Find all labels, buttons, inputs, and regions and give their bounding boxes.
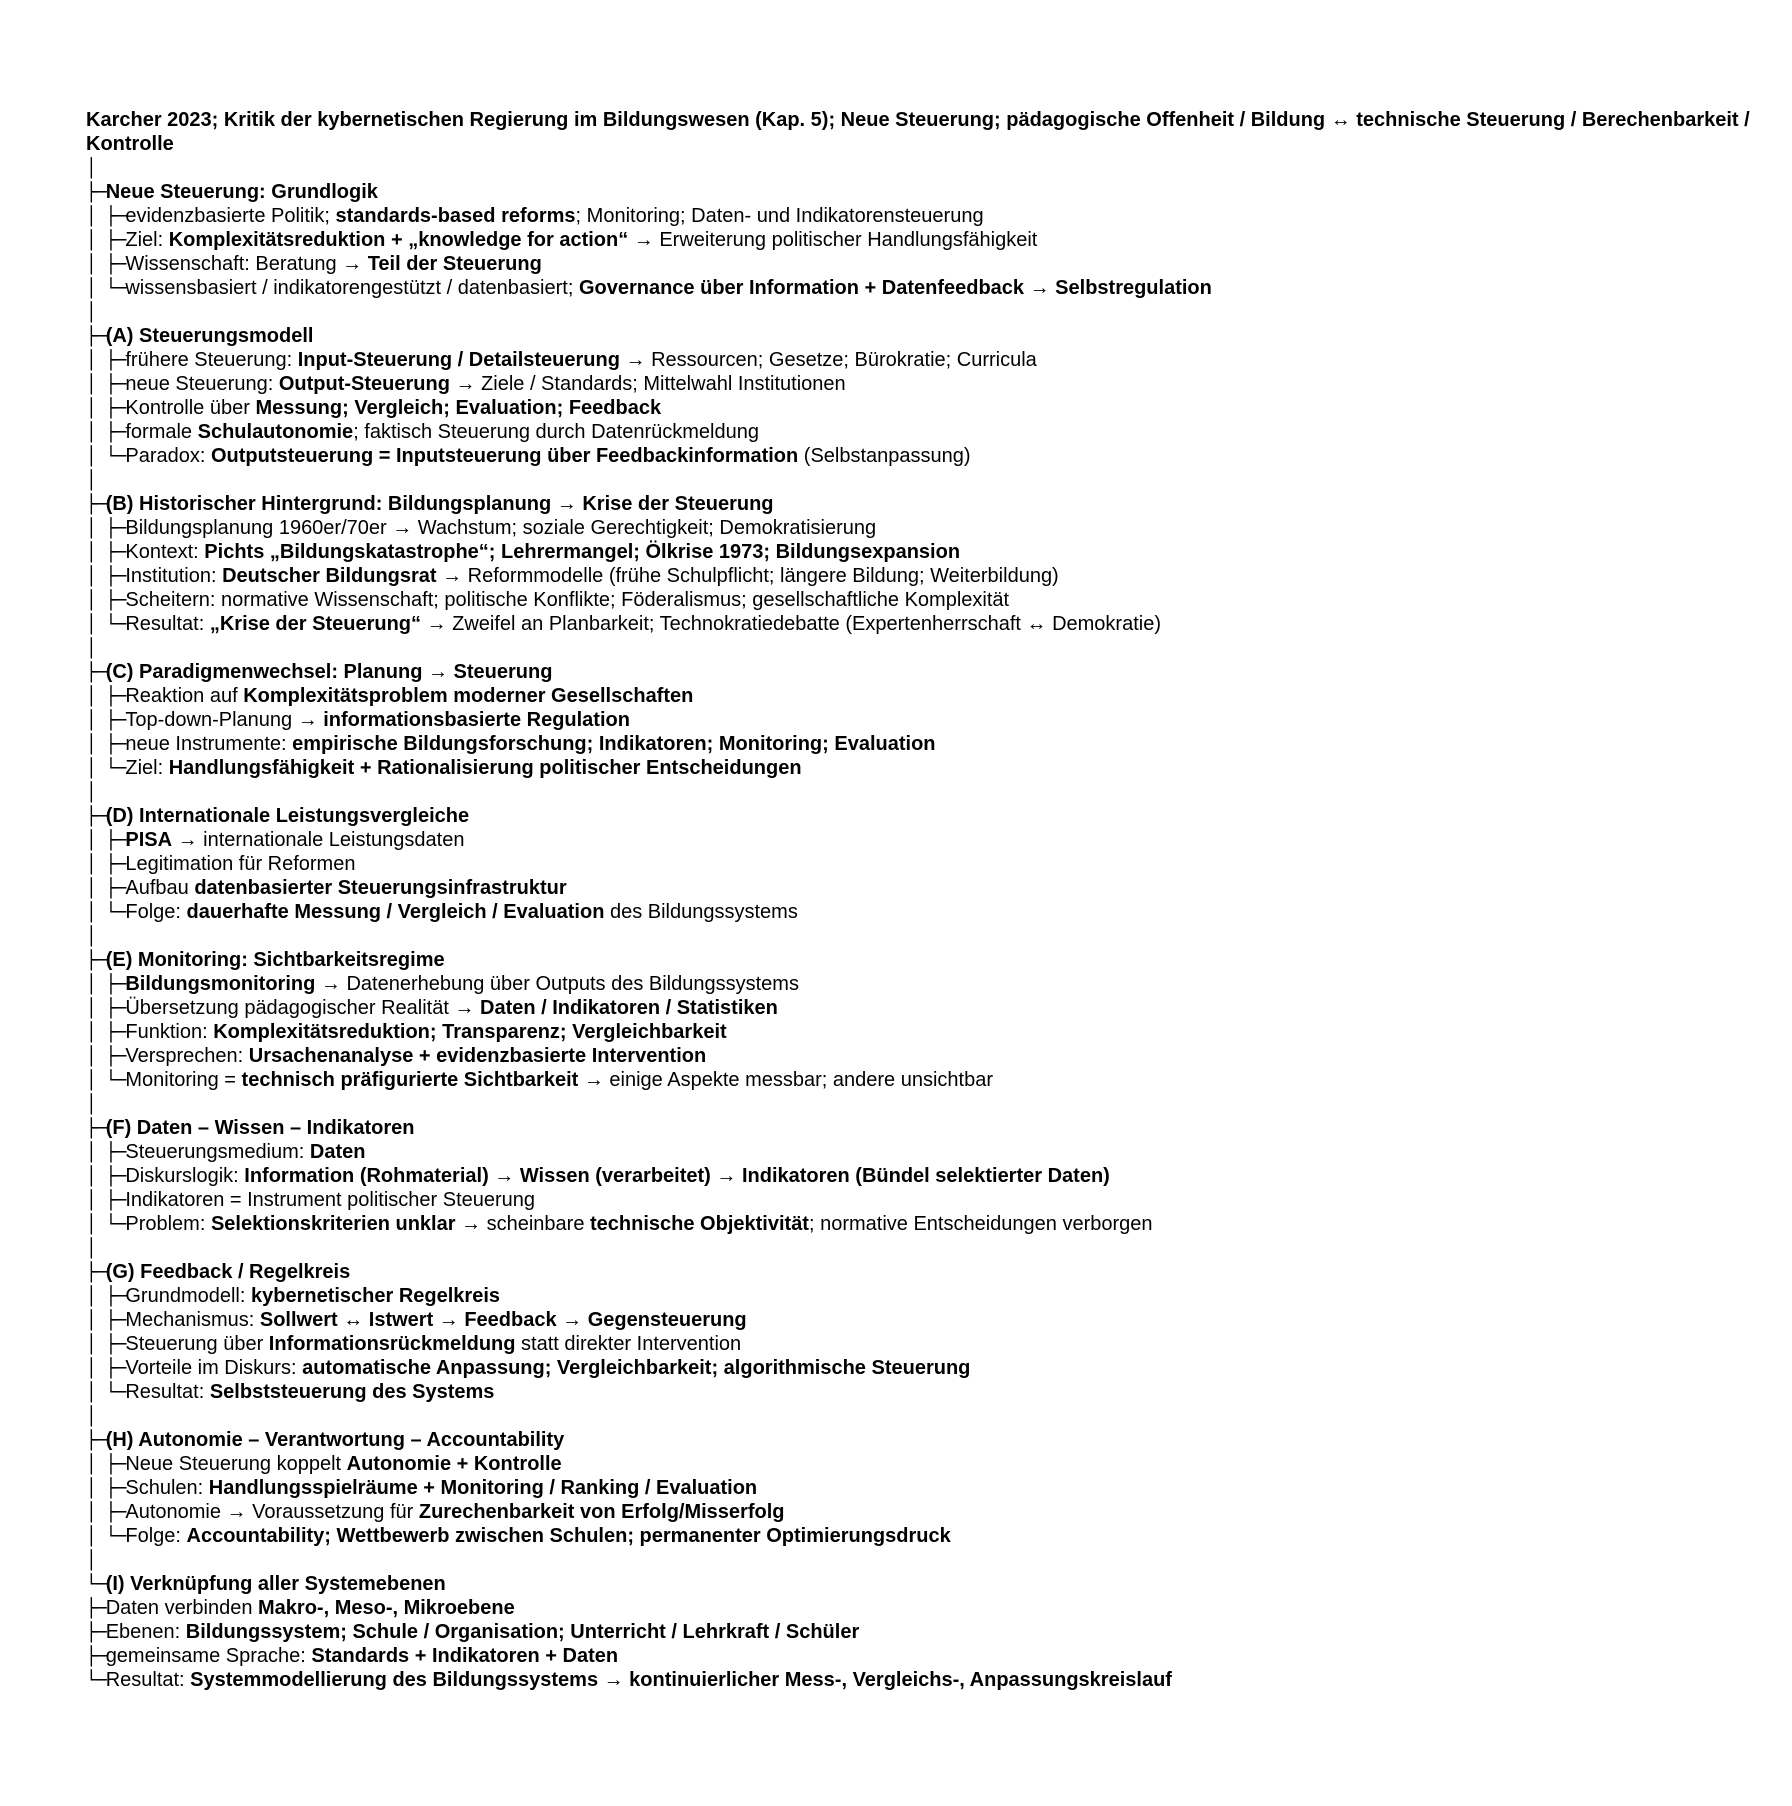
item-text: evidenzbasierte Politik; [125, 205, 336, 227]
emphasis-text: Selektionskriterien unklar [210, 1213, 456, 1235]
tree-connector: │ ├─ [86, 1166, 126, 1187]
item-text: Problem: [125, 1213, 211, 1235]
item-text: Ziel: [125, 229, 169, 251]
item-text: Kontrolle über [125, 397, 256, 419]
emphasis-text: Messung; Vergleich; Evaluation; Feedback [255, 397, 662, 419]
tree-connector: │ ├─ [86, 230, 126, 251]
tree-connector: │ ├─ [86, 854, 126, 875]
section-heading-text: (H) Autonomie – Verantwortung – Accountability [105, 1429, 565, 1451]
tree-connector: │ └─ [86, 1070, 126, 1091]
list-item [86, 1476, 1776, 1500]
item-text: Monitoring = [125, 1069, 242, 1091]
section-heading-text: (D) Internationale Leistungsvergleiche [105, 805, 470, 827]
list-item [86, 900, 1776, 924]
item-text: Resultat: [125, 1381, 210, 1403]
item-text: Steuerungsmedium: [125, 1141, 310, 1163]
emphasis-text: Daten [309, 1141, 366, 1163]
tree-connector: ├─ [86, 662, 106, 683]
list-item [86, 972, 1776, 996]
list-item [86, 348, 1776, 372]
emphasis-text: Handlungsspielräume + Monitoring / Ranking / Evaluation [208, 1477, 758, 1499]
list-item [86, 1140, 1776, 1164]
tree-connector: │ ├─ [86, 206, 126, 227]
tree-connector: │ ├─ [86, 878, 126, 899]
emphasis-text: Handlungsfähigkeit + Rationalisierung politischer Entscheidungen [168, 757, 802, 779]
item-text: → Datenerhebung über Outputs des Bildungssystems [315, 973, 799, 995]
emphasis-text: Information (Rohmaterial) → Wissen (verarbeitet) → Indikatoren (Bündel selektierter Daten) [244, 1165, 1110, 1187]
tree-connector: │ └─ [86, 1382, 126, 1403]
tree-connector: │ ├─ [86, 1334, 126, 1355]
tree-spacer [86, 1404, 1776, 1428]
tree-connector: │ ├─ [86, 374, 126, 395]
emphasis-text: standards-based reforms [335, 205, 576, 227]
tree-connector: ├─ [86, 182, 106, 203]
tree-spacer [86, 156, 1776, 180]
item-text: Neue Steuerung koppelt [125, 1453, 347, 1475]
list-item [86, 852, 1776, 876]
tree-connector: │ ├─ [86, 518, 126, 539]
tree-connector: │ [86, 1406, 96, 1427]
emphasis-text: Accountability; Wettbewerb zwischen Schulen; permanenter Optimierungsdruck [186, 1525, 951, 1547]
list-item [86, 588, 1776, 612]
section-heading [86, 324, 1776, 348]
section-heading [86, 180, 1776, 204]
tree-connector: │ [86, 158, 96, 179]
list-item [86, 1284, 1776, 1308]
tree-connector: │ ├─ [86, 422, 126, 443]
section-heading-text: (B) Historischer Hintergrund: Bildungsplanung → Krise der Steuerung [105, 493, 774, 515]
item-text: Schulen: [125, 1477, 209, 1499]
item-text: Institution: [125, 565, 223, 587]
tree-connector: └─ [86, 1670, 106, 1691]
item-text: Bildungsplanung 1960er/70er → Wachstum; soziale Gerechtigkeit; Demokratisierung [125, 517, 877, 539]
emphasis-text: Output-Steuerung [278, 373, 450, 395]
tree-connector: │ ├─ [86, 542, 126, 563]
item-text: ; faktisch Steuerung durch Datenrückmeldung [353, 421, 759, 443]
section-heading [86, 948, 1776, 972]
tree-connector: │ └─ [86, 758, 126, 779]
item-text: formale [125, 421, 198, 443]
tree-connector: ├─ [86, 494, 106, 515]
tree-connector: │ ├─ [86, 398, 126, 419]
item-text: Folge: [125, 1525, 187, 1547]
emphasis-text: automatische Anpassung; Vergleichbarkeit; algorithmische Steuerung [302, 1357, 971, 1379]
item-text: Aufbau [125, 877, 195, 899]
outline-document [86, 108, 1776, 1692]
list-item [86, 708, 1776, 732]
emphasis-text: datenbasierter Steuerungsinfrastruktur [194, 877, 567, 899]
list-item [86, 1380, 1776, 1404]
list-item [86, 1596, 1776, 1620]
list-item [86, 372, 1776, 396]
list-item [86, 1212, 1776, 1236]
list-item [86, 1164, 1776, 1188]
item-text: Vorteile im Diskurs: [125, 1357, 303, 1379]
tree-connector: ├─ [86, 1118, 106, 1139]
tree-connector: ├─ [86, 1598, 106, 1619]
emphasis-text: „Krise der Steuerung“ [209, 613, 422, 635]
item-text: Versprechen: [125, 1045, 249, 1067]
list-item [86, 228, 1776, 252]
list-item [86, 876, 1776, 900]
list-item [86, 1500, 1776, 1524]
item-text: Indikatoren = Instrument politischer Steuerung [125, 1189, 536, 1211]
item-text: → Ziele / Standards; Mittelwahl Institutionen [449, 373, 846, 395]
tree-spacer [86, 780, 1776, 804]
list-item [86, 1644, 1776, 1668]
item-text: Übersetzung pädagogischer Realität → [125, 997, 481, 1019]
item-text: neue Steuerung: [125, 373, 279, 395]
tree-connector: │ ├─ [86, 1478, 126, 1499]
tree-connector: │ ├─ [86, 1022, 126, 1043]
tree-connector: │ ├─ [86, 1454, 126, 1475]
item-text: Resultat: [125, 613, 210, 635]
item-text: neue Instrumente: [125, 733, 293, 755]
item-text: wissensbasiert / indikatorengestützt / datenbasiert; [125, 277, 579, 299]
item-text: → Zweifel an Planbarkeit; Technokratiedebatte (Expertenherrschaft ↔ Demokratie) [421, 613, 1161, 635]
emphasis-text: Input-Steuerung / Detailsteuerung [297, 349, 620, 371]
item-text: (Selbstanpassung) [798, 445, 971, 467]
tree-connector: │ ├─ [86, 1142, 126, 1163]
tree-connector: │ [86, 1094, 96, 1115]
item-text: Ziel: [125, 757, 169, 779]
section-heading-text: (C) Paradigmenwechsel: Planung → Steuerung [105, 661, 553, 683]
list-item [86, 252, 1776, 276]
section-heading-text: (I) Verknüpfung aller Systemebenen [105, 1573, 446, 1595]
tree-connector: │ [86, 638, 96, 659]
tree-connector: │ [86, 1550, 96, 1571]
tree-connector: │ ├─ [86, 998, 126, 1019]
tree-connector: │ [86, 782, 96, 803]
tree-spacer [86, 636, 1776, 660]
emphasis-text: technische Objektivität [590, 1213, 809, 1235]
item-text: Autonomie → Voraussetzung für [125, 1501, 419, 1523]
emphasis-text: Outputsteuerung = Inputsteuerung über Feedbackinformation [210, 445, 799, 467]
list-item [86, 1524, 1776, 1548]
item-text: Resultat: [105, 1669, 191, 1691]
tree-connector: │ ├─ [86, 1310, 126, 1331]
tree-connector: │ ├─ [86, 1358, 126, 1379]
list-item [86, 1356, 1776, 1380]
list-item [86, 276, 1776, 300]
tree-connector: │ [86, 1238, 96, 1259]
emphasis-text: Teil der Steuerung [367, 253, 542, 275]
item-text: Steuerung über [125, 1333, 269, 1355]
tree-connector: ├─ [86, 806, 106, 827]
tree-connector: │ ├─ [86, 1286, 126, 1307]
item-text: Mechanismus: [125, 1309, 260, 1331]
emphasis-text: Deutscher Bildungsrat [222, 565, 437, 587]
tree-spacer [86, 468, 1776, 492]
list-item [86, 516, 1776, 540]
emphasis-text: Komplexitätsproblem moderner Gesellschaften [243, 685, 694, 707]
item-text: ; normative Entscheidungen verborgen [808, 1213, 1153, 1235]
emphasis-text: Selbststeuerung des Systems [209, 1381, 495, 1403]
emphasis-text: Systemmodellierung des Bildungssystems → kontinuierlicher Mess-, Vergleichs-, Anpassungskreislauf [190, 1669, 1172, 1691]
tree-connector: └─ [86, 1574, 106, 1595]
list-item [86, 996, 1776, 1020]
list-item [86, 612, 1776, 636]
item-text: Ebenen: [105, 1621, 186, 1643]
item-text: Diskurslogik: [125, 1165, 245, 1187]
tree-connector: │ └─ [86, 614, 126, 635]
tree-connector: │ ├─ [86, 590, 126, 611]
section-heading-text: (A) Steuerungsmodell [105, 325, 314, 347]
emphasis-text: Komplexitätsreduktion + „knowledge for action“ [168, 229, 629, 251]
list-item [86, 1068, 1776, 1092]
list-item [86, 828, 1776, 852]
item-text: Folge: [125, 901, 187, 923]
item-text: frühere Steuerung: [125, 349, 298, 371]
emphasis-text: Ursachenanalyse + evidenzbasierte Intervention [248, 1045, 707, 1067]
item-text: Kontext: [125, 541, 205, 563]
tree-connector: │ ├─ [86, 1502, 126, 1523]
list-item [86, 1308, 1776, 1332]
emphasis-text: Autonomie + Kontrolle [346, 1453, 562, 1475]
tree-spacer [86, 1092, 1776, 1116]
emphasis-text: Sollwert ↔ Istwert → Feedback → Gegensteuerung [259, 1309, 747, 1331]
item-text: Grundmodell: [125, 1285, 251, 1307]
tree-connector: ├─ [86, 1430, 106, 1451]
tree-connector: │ └─ [86, 902, 126, 923]
item-text: gemeinsame Sprache: [105, 1645, 312, 1667]
list-item [86, 1668, 1776, 1692]
emphasis-text: kybernetischer Regelkreis [250, 1285, 501, 1307]
item-text: → Erweiterung politischer Handlungsfähigkeit [628, 229, 1038, 251]
tree-connector: │ ├─ [86, 734, 126, 755]
tree-connector: │ ├─ [86, 350, 126, 371]
section-heading [86, 1572, 1776, 1596]
tree-connector: ├─ [86, 950, 106, 971]
tree-spacer [86, 300, 1776, 324]
section-heading [86, 1260, 1776, 1284]
list-item [86, 1620, 1776, 1644]
emphasis-text: Governance über Information + Datenfeedback → Selbstregulation [578, 277, 1212, 299]
list-item [86, 444, 1776, 468]
emphasis-text: Informationsrückmeldung [268, 1333, 516, 1355]
tree-connector: │ [86, 926, 96, 947]
tree-connector: │ └─ [86, 446, 126, 467]
tree-connector: │ ├─ [86, 830, 126, 851]
section-heading [86, 804, 1776, 828]
tree-connector: │ ├─ [86, 1046, 126, 1067]
emphasis-text: empirische Bildungsforschung; Indikatoren; Monitoring; Evaluation [292, 733, 936, 755]
list-item [86, 420, 1776, 444]
emphasis-text: Standards + Indikatoren + Daten [311, 1645, 619, 1667]
emphasis-text: Daten / Indikatoren / Statistiken [480, 997, 778, 1019]
tree-spacer [86, 1548, 1776, 1572]
list-item [86, 1452, 1776, 1476]
tree-spacer [86, 1236, 1776, 1260]
emphasis-text: Komplexitätsreduktion; Transparenz; Vergleichbarkeit [213, 1021, 727, 1043]
tree-connector: ├─ [86, 1646, 106, 1667]
tree-connector: │ └─ [86, 278, 126, 299]
tree-connector: ├─ [86, 1262, 106, 1283]
item-text: → scheinbare [455, 1213, 591, 1235]
item-text: → Ressourcen; Gesetze; Bürokratie; Curricula [619, 349, 1037, 371]
tree-connector: ├─ [86, 326, 106, 347]
emphasis-text: Bildungsmonitoring [125, 973, 316, 995]
item-text: Legitimation für Reformen [125, 853, 356, 875]
tree-connector: │ ├─ [86, 1190, 126, 1211]
tree-connector: │ ├─ [86, 710, 126, 731]
section-heading-text: Neue Steuerung: Grundlogik [105, 181, 378, 203]
item-text: statt direkter Intervention [515, 1333, 742, 1355]
emphasis-text: Bildungssystem; Schule / Organisation; Unterricht / Lehrkraft / Schüler [185, 1621, 860, 1643]
tree-connector: │ └─ [86, 1526, 126, 1547]
list-item [86, 564, 1776, 588]
section-heading [86, 660, 1776, 684]
list-item [86, 1044, 1776, 1068]
list-item [86, 684, 1776, 708]
emphasis-text: Schulautonomie [197, 421, 354, 443]
tree-connector: │ ├─ [86, 254, 126, 275]
item-text: des Bildungssystems [604, 901, 798, 923]
emphasis-text: PISA [125, 829, 173, 851]
section-heading [86, 1116, 1776, 1140]
list-item [86, 1020, 1776, 1044]
item-text: Paradox: [125, 445, 211, 467]
item-text: Funktion: [125, 1021, 214, 1043]
list-item [86, 204, 1776, 228]
emphasis-text: Makro-, Meso-, Mikroebene [258, 1597, 515, 1619]
list-item [86, 540, 1776, 564]
tree-connector: │ ├─ [86, 686, 126, 707]
list-item [86, 1188, 1776, 1212]
section-heading-text: (E) Monitoring: Sichtbarkeitsregime [105, 949, 445, 971]
section-heading-text: (F) Daten – Wissen – Indikatoren [105, 1117, 415, 1139]
tree-connector: │ ├─ [86, 974, 126, 995]
item-text: → internationale Leistungsdaten [172, 829, 465, 851]
item-text: Daten verbinden [105, 1597, 259, 1619]
emphasis-text: Pichts „Bildungskatastrophe“; Lehrermangel; Ölkrise 1973; Bildungsexpansion [204, 541, 961, 563]
list-item [86, 1332, 1776, 1356]
list-item [86, 756, 1776, 780]
emphasis-text: Zurechenbarkeit von Erfolg/Misserfolg [418, 1501, 785, 1523]
outline-tree [86, 156, 1776, 1692]
item-text: Top-down-Planung → [125, 709, 324, 731]
section-heading [86, 1428, 1776, 1452]
item-text: Scheitern: normative Wissenschaft; politische Konflikte; Föderalismus; gesellschaftliche Komplexität [125, 589, 1010, 611]
emphasis-text: informationsbasierte Regulation [323, 709, 630, 731]
item-text: Reaktion auf [125, 685, 244, 707]
list-item [86, 732, 1776, 756]
emphasis-text: technisch präfigurierte Sichtbarkeit [241, 1069, 579, 1091]
tree-connector: ├─ [86, 1622, 106, 1643]
list-item [86, 396, 1776, 420]
emphasis-text: dauerhafte Messung / Vergleich / Evaluation [186, 901, 605, 923]
section-heading [86, 492, 1776, 516]
tree-connector: │ [86, 302, 96, 323]
section-heading-text: (G) Feedback / Regelkreis [105, 1261, 351, 1283]
item-text: Wissenschaft: Beratung → [125, 253, 368, 275]
item-text: → einige Aspekte messbar; andere unsichtbar [578, 1069, 993, 1091]
tree-connector: │ └─ [86, 1214, 126, 1235]
document-title: Karcher 2023; Kritik der kybernetischen Regierung im Bildungswesen (Kap. 5); Neue Steuerung; pädagogische Offenheit / Bildung ↔ technische Steuerung / Berechenbarkeit / Kontrolle [86, 109, 1750, 155]
item-text: → Reformmodelle (frühe Schulpflicht; längere Bildung; Weiterbildung) [436, 565, 1059, 587]
item-text: ; Monitoring; Daten- und Indikatorensteuerung [575, 205, 984, 227]
tree-connector: │ ├─ [86, 566, 126, 587]
tree-spacer [86, 924, 1776, 948]
tree-connector: │ [86, 470, 96, 491]
